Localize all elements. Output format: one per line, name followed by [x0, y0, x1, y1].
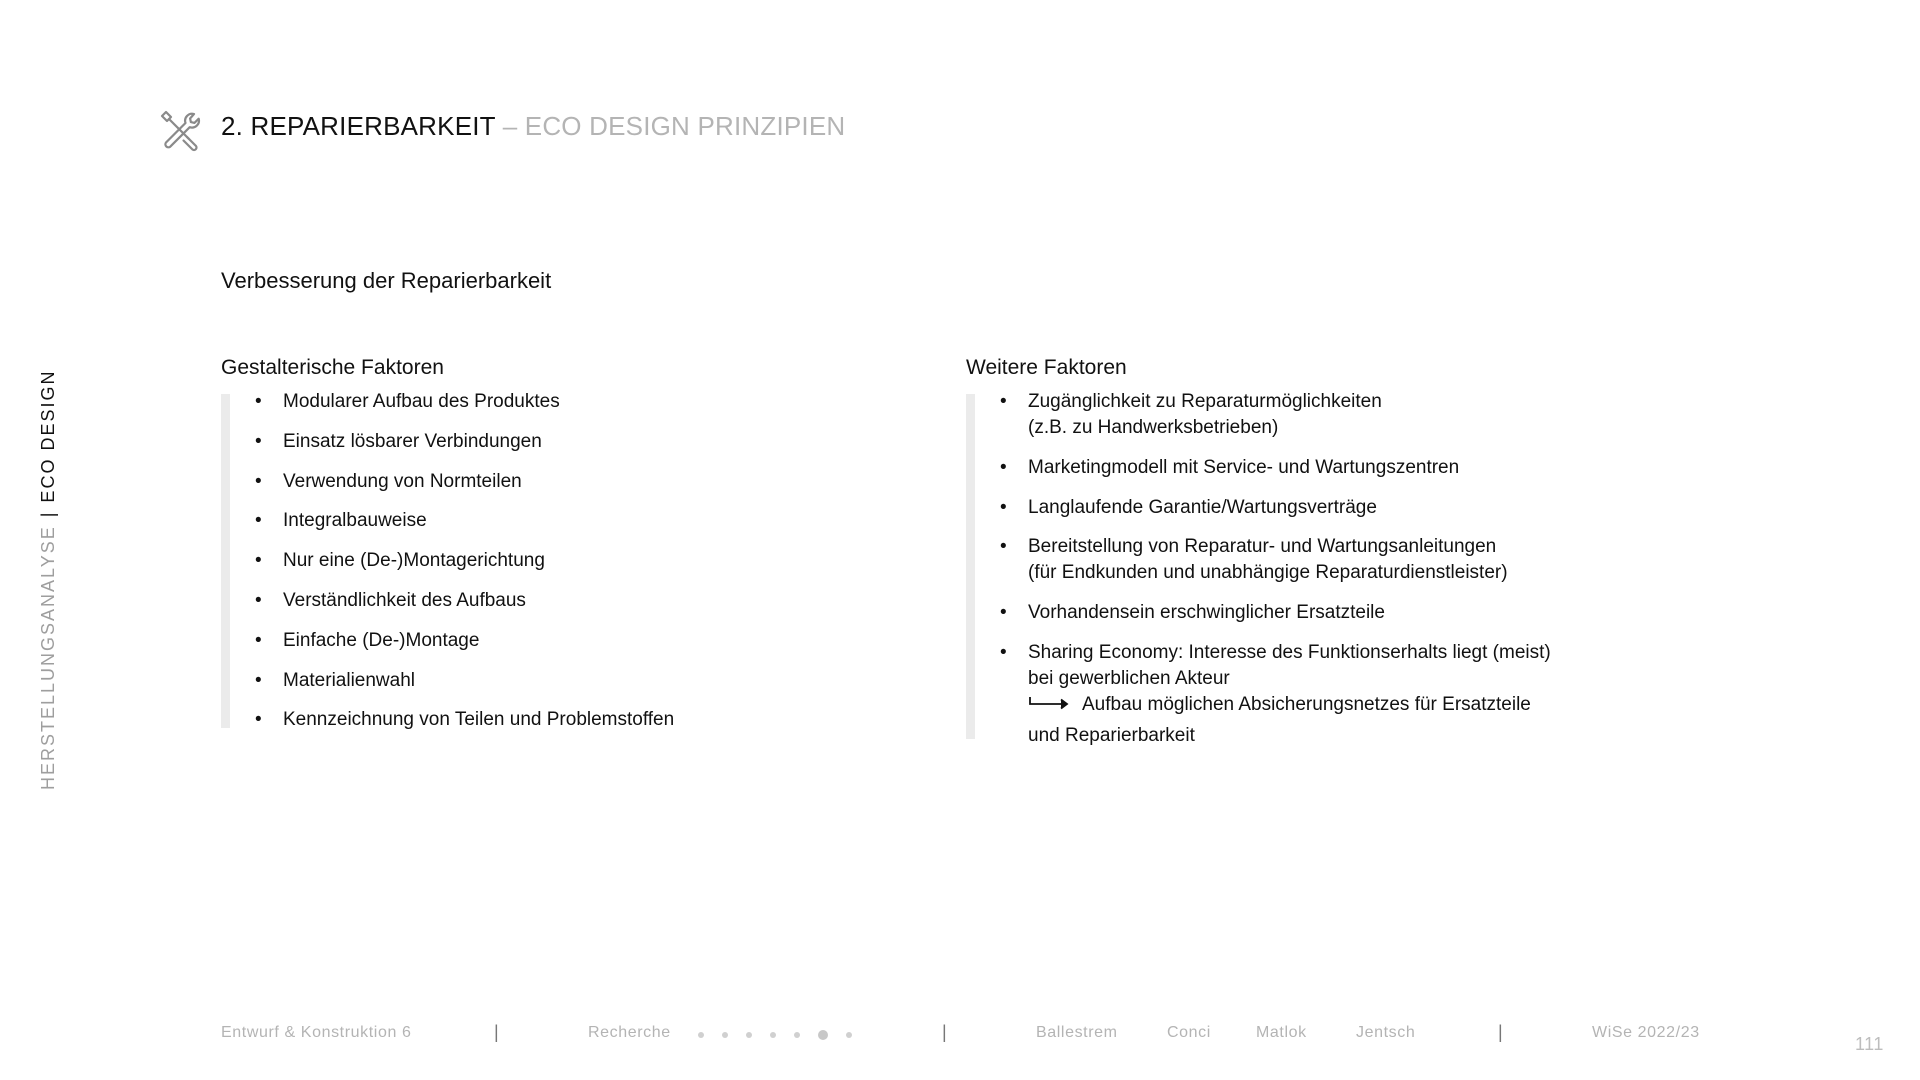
list-item: [255, 588, 775, 614]
page-title-sub: – ECO DESIGN PRINZIPIEN: [495, 111, 846, 141]
arrow-note: [1028, 692, 1600, 718]
footer-separator: |: [494, 1022, 499, 1042]
progress-dot: [746, 1032, 752, 1038]
progress-dot: [722, 1032, 728, 1038]
footer-author: Ballestrem: [1036, 1024, 1118, 1041]
progress-dot: [698, 1032, 704, 1038]
list-item-text: • Einsatz lösbarer Verbindungen: [283, 430, 542, 452]
list-item: [255, 628, 775, 654]
list-item: [255, 668, 775, 694]
footer-separator: |: [1498, 1022, 1503, 1042]
list-item: [1000, 495, 1600, 521]
list-item-text: • Materialienwahl: [283, 669, 416, 691]
footer-term: WiSe 2022/23: [1592, 1024, 1700, 1041]
list-item-text: • Marketingmodell mit Service- und Wartungszentren: [1028, 456, 1460, 478]
list-item: [255, 707, 775, 733]
right-column-accent-bar: [966, 394, 975, 739]
progress-dot: [794, 1032, 800, 1038]
list-item: [1000, 640, 1600, 718]
left-column-heading: Gestalterische Faktoren: [221, 356, 444, 379]
right-column-heading: Weitere Faktoren: [966, 356, 1127, 379]
list-item-text: • Modularer Aufbau des Produktes: [283, 391, 560, 412]
tools-icon: [158, 108, 202, 152]
side-label-section: HERSTELLUNGSANALYSE: [38, 525, 58, 790]
list-item-text: • Vorhandensein erschwinglicher Ersatzteile: [1028, 602, 1385, 624]
side-label-separator: |: [38, 510, 58, 518]
side-section-label: [38, 370, 59, 790]
list-item-text: • Bereitstellung von Reparatur- und Wartungsanleitungen: [1028, 536, 1497, 558]
list-item-text: • Verwendung von Normteilen: [283, 470, 522, 492]
page-title-main: 2. REPARIERBARKEIT: [221, 111, 496, 141]
list-item-text: • Langlaufende Garantie/Wartungsverträge: [1028, 496, 1377, 518]
footer-course: Entwurf & Konstruktion 6: [221, 1024, 412, 1041]
footer-author: Jentsch: [1356, 1024, 1416, 1041]
subtitle: Verbesserung der Reparierbarkeit: [221, 268, 552, 293]
progress-dot-active: [818, 1030, 828, 1040]
footer-author: Matlok: [1256, 1024, 1307, 1041]
arrow-note-continuation: und Reparierbarkeit: [1028, 725, 1195, 746]
list-item-text: • Zugänglichkeit zu Reparaturmöglichkeiten: [1028, 391, 1382, 412]
left-factor-list: [255, 389, 775, 747]
arrow-right-icon: [1028, 692, 1082, 718]
progress-dot: [846, 1032, 852, 1038]
arrow-note-text: Aufbau möglichen Absicherungsnetzes für Ersatzteile: [1082, 693, 1531, 715]
list-item: [255, 429, 775, 455]
footer-separator: |: [942, 1022, 947, 1042]
list-item-text: • Kennzeichnung von Teilen und Problemstoffen: [283, 709, 675, 731]
footer-section: Recherche: [588, 1024, 671, 1041]
side-label-subsection: ECO DESIGN: [38, 369, 58, 503]
list-item-text: • Einfache (De-)Montage: [283, 629, 480, 651]
list-item: [1000, 455, 1600, 481]
progress-dot: [770, 1032, 776, 1038]
list-item: [255, 508, 775, 534]
list-item: [1000, 600, 1600, 626]
progress-dots: [698, 1030, 870, 1040]
list-item: [255, 548, 775, 574]
list-item-text: • Sharing Economy: Interesse des Funktionserhalts liegt (meist): [1028, 641, 1551, 663]
list-item-text: • Integralbauweise: [283, 510, 427, 532]
list-item-text: (z.B. zu Handwerksbetrieben): [1028, 417, 1279, 438]
list-item: [255, 469, 775, 495]
left-column-accent-bar: [221, 394, 230, 728]
right-factor-list: [1000, 389, 1600, 732]
list-item: [255, 389, 775, 415]
page-title: [221, 111, 845, 142]
list-item-text: • Nur eine (De-)Montagerichtung: [283, 550, 545, 572]
list-item-text: • Verständlichkeit des Aufbaus: [283, 589, 526, 611]
footer-author: Conci: [1167, 1024, 1211, 1041]
list-item-text: (für Endkunden und unabhängige Reparaturdienstleister): [1028, 562, 1508, 584]
list-item: [1000, 389, 1600, 441]
list-item: [1000, 534, 1600, 586]
page-number: 111: [1855, 1034, 1884, 1054]
list-item-text: bei gewerblichen Akteur: [1028, 667, 1230, 689]
